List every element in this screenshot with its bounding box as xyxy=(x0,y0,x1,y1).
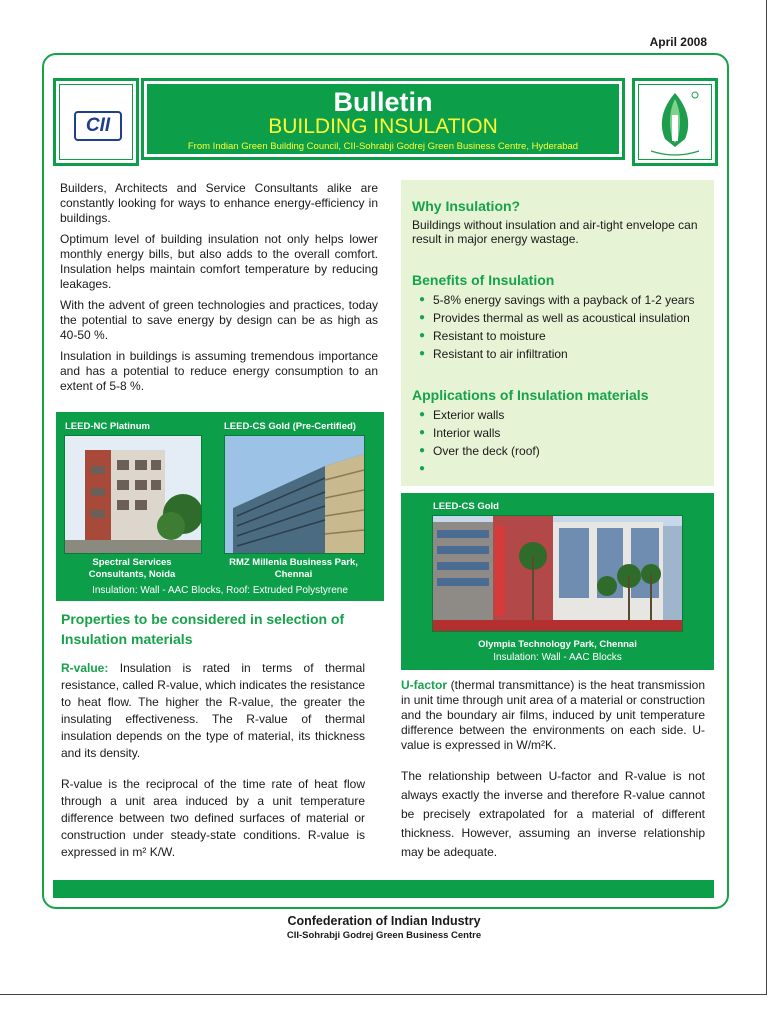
bulletin-title: Bulletin xyxy=(333,87,433,117)
cii-logo xyxy=(53,78,139,166)
footer-bar xyxy=(53,880,714,898)
rvalue-text: Insulation is rated in terms of thermal resistance, called R-value, which indicates the resistance to heat flow. The higher the R-value, the greater the insulating effectiveness. The R-value of thermal insulation depends on the type of material, its thickness and its density. xyxy=(61,661,365,760)
why-text: Buildings without insulation and air-tight envelope can result in major energy wastage. xyxy=(412,218,698,246)
list-item: ● Interior walls xyxy=(413,424,713,442)
list-item xyxy=(413,460,713,478)
certified-buildings-panel xyxy=(56,412,384,601)
rvalue-section xyxy=(61,660,365,867)
ufactor-label: U-factor xyxy=(401,678,448,692)
leed-label: LEED-CS Gold (Pre-Certified) xyxy=(224,421,356,432)
cii-logo-text: CII xyxy=(74,111,122,141)
insulation-info-panel xyxy=(401,180,714,486)
intro-paragraph: Builders, Architects and Service Consultants alike are constantly looking for ways to enhance energy-efficiency in buildings. xyxy=(60,181,378,225)
ufactor-section xyxy=(401,678,705,868)
list-item: ● Provides thermal as well as acoustical insulation xyxy=(413,309,713,327)
title-banner xyxy=(141,78,625,160)
insulation-note: Insulation: Wall - AAC Blocks, Roof: Extruded Polystyrene xyxy=(92,585,348,596)
list-item: ● Exterior walls xyxy=(413,406,713,424)
rmz-millenia-photo xyxy=(224,435,365,554)
intro-paragraph: Optimum level of building insulation not only helps lower monthly energy bills, but also adds to the overall comfort. Insulation helps maintain comfort temperature by reducing leakages. xyxy=(60,232,378,291)
rvalue-paragraph: R-value is the reciprocal of the time rate of heat flow through a unit area induced by a unit temperature difference between two defined surfaces of material or construction under steady-state conditions. R-value is expressed in m² K/W. xyxy=(61,777,365,859)
applications-heading: Applications of Insulation materials xyxy=(412,387,649,403)
bulletin-subtitle: BUILDING INSULATION xyxy=(268,115,498,138)
ufactor-paragraph: The relationship between U-factor and R-value is not always exactly the inverse and therefore R-value cannot be precisely extrapolated for a material of different thickness. However, assuming an inverse relationship may be adequate. xyxy=(401,769,705,859)
why-heading: Why Insulation? xyxy=(412,198,521,214)
benefits-heading: Benefits of Insulation xyxy=(412,272,555,288)
list-item: ● Resistant to air infiltration xyxy=(413,345,713,363)
bulletin-source: From Indian Green Building Council, CII-Sohrabji Godrej Green Business Centre, Hyderabad xyxy=(187,141,579,152)
list-item: ● Resistant to moisture xyxy=(413,327,713,345)
leed-label: LEED-CS Gold xyxy=(433,501,499,512)
insulation-note: Insulation: Wall - AAC Blocks xyxy=(493,652,622,663)
photo-caption: Olympia Technology Park, Chennai xyxy=(478,639,637,650)
intro-text xyxy=(60,181,378,400)
issue-date: April 2008 xyxy=(649,35,707,49)
footer-centre: CII-Sohrabji Godrej Green Business Centre xyxy=(286,930,482,941)
photo-caption: RMZ Millenia Business Park, Chennai xyxy=(229,557,358,580)
rvalue-label: R-value: xyxy=(61,661,109,675)
leed-label: LEED-NC Platinum xyxy=(65,421,150,432)
footer-org: Confederation of Indian Industry xyxy=(287,914,481,928)
olympia-tech-park-photo xyxy=(432,515,683,632)
list-item: ● 5-8% energy savings with a payback of 1-2 years xyxy=(413,291,713,309)
olympia-panel xyxy=(401,493,714,670)
properties-heading: Properties to be considered in selection of Insulation materials xyxy=(61,611,345,647)
list-item: ● Over the deck (roof) xyxy=(413,442,713,460)
intro-paragraph: Insulation in buildings is assuming tremendous importance and has a potential to reduce energy consumption to an extent of 5-8 %. xyxy=(60,349,378,393)
benefits-list xyxy=(413,291,713,363)
igbc-logo xyxy=(632,78,718,166)
intro-paragraph: With the advent of green technologies and practices, today the potential to save energy by design can be as high as 40-50 %. xyxy=(60,298,378,342)
ufactor-text: (thermal transmittance) is the heat transmission in unit time through unit area of a material or construction and the boundary air films, induced by unit temperature difference between the environments on each side. U-value is expressed in W/m²K. xyxy=(401,678,705,752)
applications-list xyxy=(413,406,713,478)
green-leaf-icon xyxy=(639,85,711,159)
spectral-services-photo xyxy=(64,435,202,554)
photo-caption: Spectral Services Consultants, Noida xyxy=(88,557,176,580)
